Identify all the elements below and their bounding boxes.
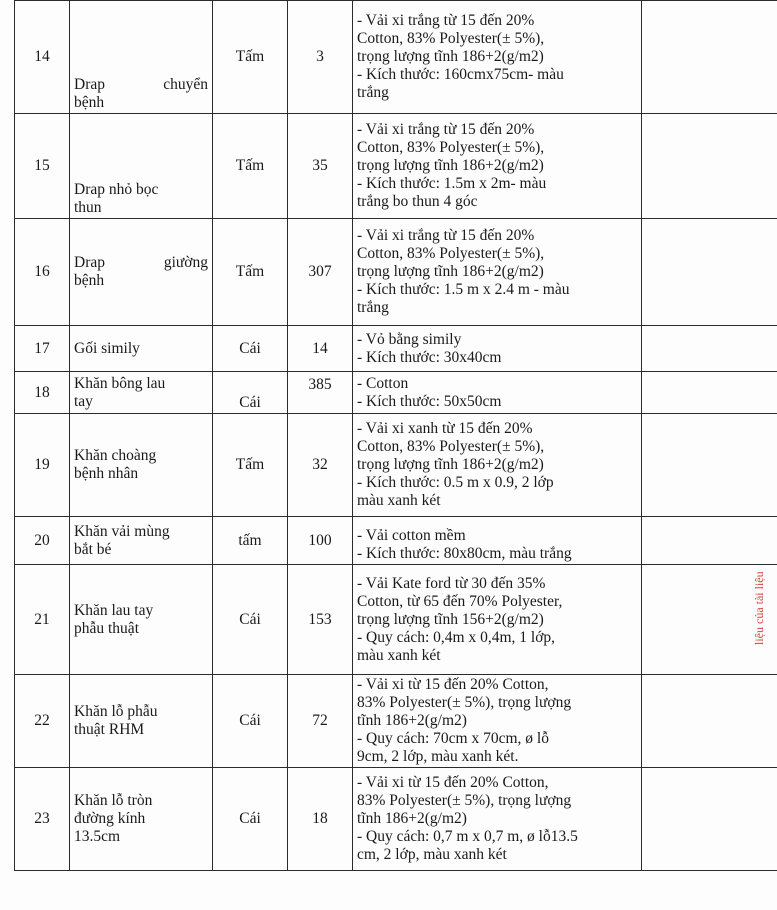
items-table — [14, 0, 777, 871]
spec-line: - Kích thước: 0.5 m x 0.9, 2 lớp — [357, 474, 554, 491]
item-quantity: 385 — [288, 372, 353, 414]
items-table-body — [15, 1, 777, 871]
item-unit: tấm — [213, 517, 288, 565]
spec-line: - Cotton — [357, 374, 409, 392]
spec-line: - Kích thước: 50x50cm — [357, 392, 502, 410]
spec-line: - Vải xi trắng từ 15 đến 20% — [357, 12, 535, 29]
spec-line: Cotton, 83% Polyester(± 5%), — [357, 30, 545, 47]
item-name — [70, 675, 213, 768]
table-row — [15, 114, 777, 219]
blank-cell — [642, 372, 777, 414]
item-unit: Tấm — [213, 114, 288, 219]
spec-line: - Kích thước: 1.5 m x 2.4 m - màu — [357, 281, 570, 298]
table-row — [15, 1, 777, 114]
item-specification — [353, 565, 642, 675]
spec-line: - Vải cotton mềm — [357, 527, 466, 544]
spec-line: trắng — [357, 84, 389, 101]
table-row — [15, 219, 777, 326]
margin-stamp — [752, 465, 777, 645]
item-name-line: bệnh nhân — [74, 465, 139, 482]
item-unit: Cái — [213, 565, 288, 675]
spec-line: Cotton, 83% Polyester(± 5%), — [357, 139, 545, 156]
item-specification — [353, 414, 642, 517]
row-number: 20 — [15, 517, 70, 565]
item-name-line: 13.5cm — [74, 828, 121, 845]
item-name-line: Khăn vải mùng — [74, 522, 170, 540]
spec-line: - Vải xi trắng từ 15 đến 20% — [357, 121, 535, 138]
item-quantity: 18 — [288, 768, 353, 871]
margin-stamp-text: liệu của tài liệu — [752, 571, 766, 645]
item-specification — [353, 114, 642, 219]
item-unit: Cái — [213, 675, 288, 768]
item-name-line: Gối simily — [74, 339, 140, 357]
item-name-line: Drap nhỏ bọc — [74, 181, 159, 198]
item-name-line: Khăn lau tay — [74, 601, 154, 619]
table-row — [15, 675, 777, 768]
blank-cell — [642, 517, 777, 565]
row-number: 22 — [15, 675, 70, 768]
spec-line: - Kích thước: 1.5m x 2m- màu — [357, 175, 547, 192]
item-name — [70, 1, 213, 114]
item-specification — [353, 675, 642, 768]
spec-line: trọng lượng tĩnh 186+2(g/m2) — [357, 157, 544, 174]
item-quantity: 153 — [288, 565, 353, 675]
spec-line: - Vải xi từ 15 đến 20% Cotton, — [357, 774, 549, 791]
spec-line: trọng lượng tĩnh 156+2(g/m2) — [357, 610, 544, 628]
row-number: 18 — [15, 372, 70, 414]
row-number: 17 — [15, 326, 70, 372]
item-name-line: thun — [74, 199, 102, 216]
item-specification — [353, 326, 642, 372]
table-row — [15, 414, 777, 517]
blank-cell — [642, 1, 777, 114]
spec-line: trắng bo thun 4 góc — [357, 193, 478, 210]
item-name — [70, 768, 213, 871]
item-name-line: tay — [74, 392, 93, 410]
item-name-line: thuật RHM — [74, 721, 145, 738]
spec-line: - Vải xi xanh từ 15 đến 20% — [357, 420, 533, 437]
item-quantity: 100 — [288, 517, 353, 565]
item-unit: Tấm — [213, 414, 288, 517]
spec-line: trắng — [357, 299, 389, 316]
spec-line: - Vải xi trắng từ 15 đến 20% — [357, 227, 535, 244]
spec-line: màu xanh két — [357, 492, 441, 509]
spec-line: Cotton, từ 65 đến 70% Polyester, — [357, 592, 563, 610]
table-row — [15, 768, 777, 871]
item-name-line: bắt bé — [74, 540, 112, 558]
blank-cell — [642, 219, 777, 326]
item-name — [70, 114, 213, 219]
blank-cell — [642, 326, 777, 372]
spec-line: - Quy cách: 0,7 m x 0,7 m, ø lỗ13.5 — [357, 828, 578, 845]
item-name — [70, 414, 213, 517]
item-unit: Tấm — [213, 1, 288, 114]
spec-line: trọng lượng tĩnh 186+2(g/m2) — [357, 263, 544, 280]
row-number: 14 — [15, 1, 70, 114]
item-quantity: 3 — [288, 1, 353, 114]
spec-line: trọng lượng tĩnh 186+2(g/m2) — [357, 48, 544, 65]
row-number: 15 — [15, 114, 70, 219]
table-row — [15, 565, 777, 675]
row-number: 21 — [15, 565, 70, 675]
spec-line: - Kích thước: 30x40cm — [357, 348, 502, 366]
item-quantity: 307 — [288, 219, 353, 326]
spec-line: - Vải xi từ 15 đến 20% Cotton, — [357, 676, 549, 693]
spec-line: - Vải Kate ford từ 30 đến 35% — [357, 574, 546, 592]
spec-line: - Quy cách: 70cm x 70cm, ø lỗ — [357, 730, 549, 747]
item-specification — [353, 768, 642, 871]
item-name-line: Drap giường — [74, 254, 208, 271]
blank-cell — [642, 675, 777, 768]
table-row — [15, 517, 777, 565]
item-specification — [353, 372, 642, 414]
item-name-line: Khăn lỗ phẫu — [74, 703, 158, 720]
item-name — [70, 517, 213, 565]
item-name-line: phẫu thuật — [74, 619, 139, 637]
item-specification — [353, 517, 642, 565]
item-name — [70, 219, 213, 326]
item-quantity: 35 — [288, 114, 353, 219]
row-number: 23 — [15, 768, 70, 871]
row-number: 16 — [15, 219, 70, 326]
table-row — [15, 372, 777, 414]
item-unit: Cái — [213, 372, 288, 414]
item-unit: Tấm — [213, 219, 288, 326]
spec-line: cm, 2 lớp, màu xanh két — [357, 846, 507, 863]
item-name-line: Drap chuyển — [74, 76, 208, 93]
spec-line: - Kích thước: 160cmx75cm- màu — [357, 66, 564, 83]
table-row — [15, 326, 777, 372]
item-specification — [353, 1, 642, 114]
item-name — [70, 326, 213, 372]
spec-line: - Quy cách: 0,4m x 0,4m, 1 lớp, — [357, 628, 556, 646]
item-quantity: 72 — [288, 675, 353, 768]
spec-line: màu xanh két — [357, 646, 441, 664]
item-name-line: bệnh — [74, 94, 105, 111]
spec-line: - Vỏ bằng simily — [357, 330, 462, 348]
item-name-line: đường kính — [74, 810, 146, 827]
blank-cell — [642, 768, 777, 871]
spec-line: 83% Polyester(± 5%), trọng lượng — [357, 694, 572, 711]
spec-line: 83% Polyester(± 5%), trọng lượng — [357, 792, 572, 809]
item-name-line: bệnh — [74, 272, 105, 289]
spec-line: tĩnh 186+2(g/m2) — [357, 810, 467, 827]
spec-line: 9cm, 2 lớp, màu xanh két. — [357, 748, 519, 765]
spec-line: tĩnh 186+2(g/m2) — [357, 712, 467, 729]
item-name-line: Khăn choàng — [74, 447, 157, 464]
item-unit: Cái — [213, 326, 288, 372]
row-number: 19 — [15, 414, 70, 517]
item-unit: Cái — [213, 768, 288, 871]
item-quantity: 14 — [288, 326, 353, 372]
blank-cell — [642, 114, 777, 219]
spec-line: trọng lượng tĩnh 186+2(g/m2) — [357, 456, 544, 473]
item-quantity: 32 — [288, 414, 353, 517]
spec-line: Cotton, 83% Polyester(± 5%), — [357, 245, 545, 262]
item-specification — [353, 219, 642, 326]
spec-line: - Kích thước: 80x80cm, màu trắng — [357, 545, 572, 562]
item-name — [70, 565, 213, 675]
item-name — [70, 372, 213, 414]
item-name-line: Khăn bông lau — [74, 374, 166, 392]
spec-line: Cotton, 83% Polyester(± 5%), — [357, 438, 545, 455]
item-name-line: Khăn lỗ tròn — [74, 792, 153, 809]
